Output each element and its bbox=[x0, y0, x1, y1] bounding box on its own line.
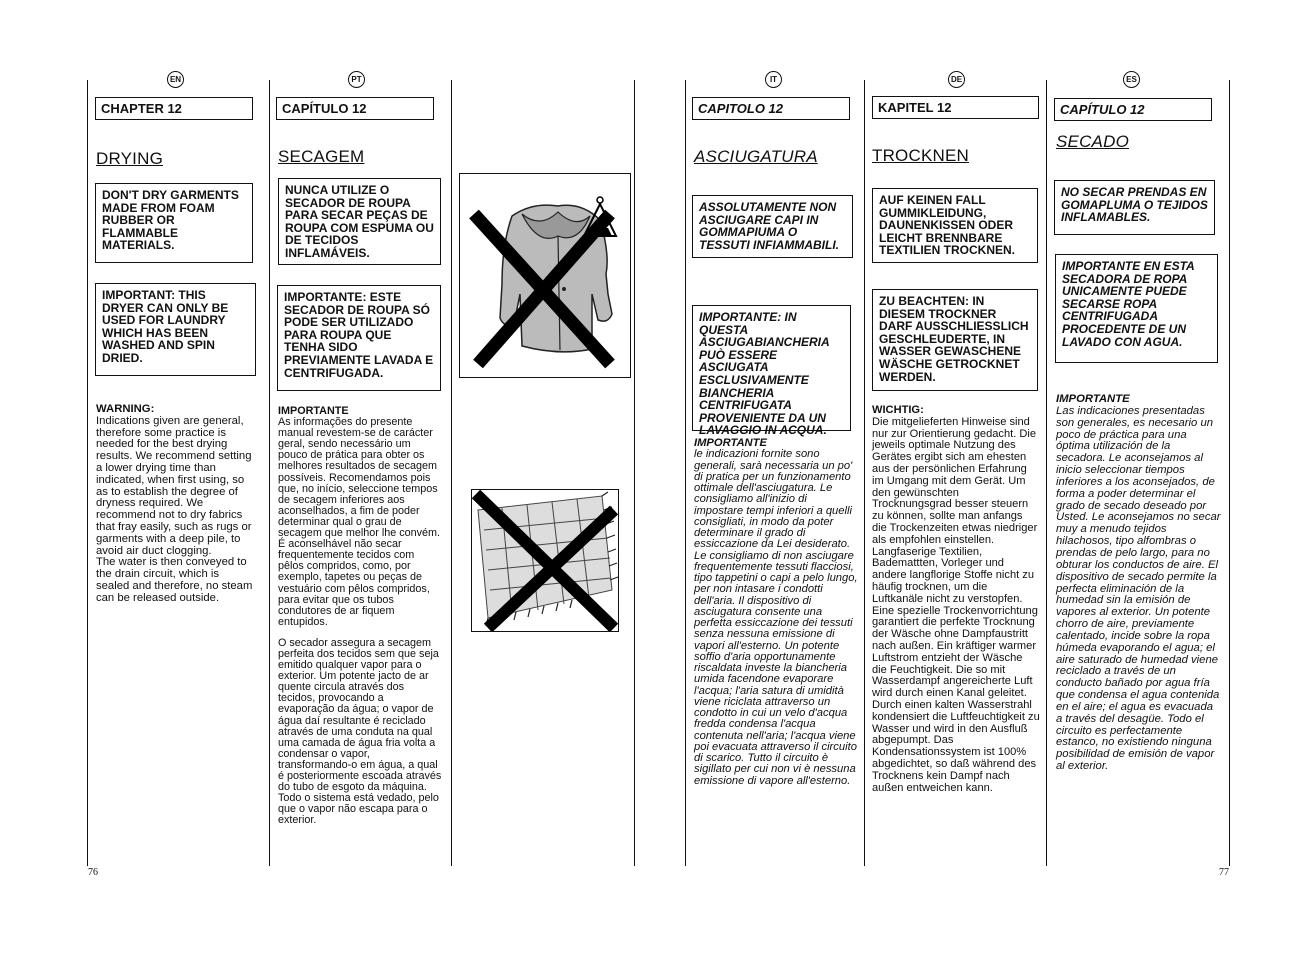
language-badge-de: DE bbox=[948, 71, 965, 88]
body-label-es: IMPORTANTE bbox=[1056, 393, 1130, 405]
chapter-heading-de: KAPITEL 12 bbox=[872, 96, 1039, 119]
body-paragraph-it: le indicazioni fornite sono generali, sarà necessaria un po' di pratica per un funzionamento ottimale dell'asciugatura. Le consigliamo all'inizio di impostare tempi inferiori a quelli consigliati, in modo da poter determinare il grado di essiccazione da Lei desiderato. Le consigliamo di non asciugare frequentemente tessuti flacciosi, tipo tappetini o capi a pelo lungo, per non intasare i condotti dell'aria. Il dispositivo di asciugatura consente una perfetta essiccazione dei tessuti senza nessuna emissione di vapori all'esterno. Un potente soffio d'aria opportunamente riscaldata investe la biancheria umida facendone evaporare l'acqua; l'aria satura di umidità viene riciclata attraverso un condotto in cui un velo d'acqua fredda condensa l'acqua contenuta nell'aria; l'acqua viene poi evacuata attraverso il circuito di scarico. Tutto il circuito è sigillato per cui non vi è nessuna emissione di vapore all'esterno. bbox=[694, 448, 858, 787]
chapter-heading-en: CHAPTER 12 bbox=[95, 97, 253, 120]
important-box-it: IMPORTANTE: IN QUESTA ASCIUGABIANCHERIA PUÒ ESSERE ASCIUGATA ESCLUSIVAMENTE BIANCHERIA CENTRIFUGATA PROVENIENTE DA UN LAVAGGIO IN ACQUA. bbox=[692, 305, 851, 431]
warning-box-de: AUF KEINEN FALL GUMMIKLEIDUNG, DAUNENKISSEN ODER LEICHT BRENNBARE TEXTILIEN TROCKNEN. bbox=[872, 188, 1038, 263]
warning-box-en: DON'T DRY GARMENTS MADE FROM FOAM RUBBER OR FLAMMABLE MATERIALS. bbox=[95, 183, 253, 263]
column-rule bbox=[1046, 80, 1047, 866]
section-title-es: SECADO bbox=[1056, 132, 1129, 151]
column-rule bbox=[269, 80, 270, 866]
important-box-es: IMPORTANTE EN ESTA SECADORA DE ROPA UNICAMENTE PUEDE SECARSE ROPA CENTRIFUGADA PROCEDENTE DE UN LAVADO CON AGUA. bbox=[1055, 254, 1218, 363]
body-text-pt bbox=[278, 406, 442, 826]
body-paragraph-es: Las indicaciones presentadas son generales, es necesario un poco de práctica para una óptima utilización de la secadora. Le aconsejamos al inicio seleccionar tiempos inferiores a los aconsejados, de forma a poder determinar el grado de secado deseado por Usted. Le aconsejamos no secar muy a menudo tejidos hilachosos, tipo alfombras o prendas de pelo largo, para no obturar los conductos de aire. El dispositivo de secado permite la perfecta eliminación de la humedad sin la emisión de vapores al exterior. Un potente chorro de aire, previamente calentado, incide sobre la ropa húmeda evaporando el agua; el aire saturado de humedad viene reciclado a través de un conducto bañado por agua fría que condensa el agua contenida en el aire; el agua es evacuada a través del desagüe. Todo el circuito es perfectamente estanco, no existiendo ninguna posibilidad de emisión de vapor al exterior. bbox=[1056, 404, 1221, 773]
column-rule bbox=[1229, 80, 1230, 866]
column-rule bbox=[451, 80, 452, 866]
warning-box-es: NO SECAR PRENDAS EN GOMAPLUMA O TEJIDOS INFLAMABLES. bbox=[1054, 180, 1215, 235]
important-box-pt: IMPORTANTE: ESTE SECADOR DE ROUPA SÓ PODE SER UTILIZADO PARA ROUPA QUE TENHA SIDO PREVIAMENTE LAVADA E CENTRIFUGADA. bbox=[277, 285, 441, 391]
body-label-de: WICHTIG: bbox=[872, 404, 924, 416]
language-badge-pt: PT bbox=[348, 71, 365, 88]
rug-illustration bbox=[471, 489, 619, 632]
section-title-de: TROCKNEN bbox=[872, 146, 969, 165]
body-text-de bbox=[872, 405, 1040, 794]
column-rule bbox=[87, 80, 88, 866]
body-paragraph-pt-2: O secador assegura a secagem perfeita dos tecidos sem que seja emitido qualquer vapor para o exterior. Um potente jacto de ar quente circula através dos tecidos, provocando a evaporação da água; o vapor de água daí resultante é reciclado através de uma conduta na qual uma camada de água fria volta a condensar o vapor, transformando-o em água, a qual é posteriormente escoada através do tubo de esgoto da máquina. Todo o sistema está vedado, pelo que o vapor não escapa para o exterior. bbox=[278, 636, 442, 827]
column-rule bbox=[685, 80, 686, 866]
language-badge-en: EN bbox=[167, 71, 184, 88]
body-paragraph-en: Indications given are general, therefore some practice is needed for the best drying results. We recommend setting a lower drying time than indicated, when first using, so as to establish the degree of dryness required. We recommend not to dry fabrics that fray easily, such as rugs or garments with a deep pile, to avoid air duct clogging. bbox=[96, 414, 252, 557]
chapter-heading-it: CAPITOLO 12 bbox=[692, 97, 850, 120]
body-label-en: WARNING: bbox=[96, 403, 155, 415]
column-rule bbox=[634, 80, 635, 866]
section-title-en: DRYING bbox=[96, 149, 164, 168]
body-text-it bbox=[694, 438, 858, 787]
important-box-en: IMPORTANT: THIS DRYER CAN ONLY BE USED FOR LAUNDRY WHICH HAS BEEN WASHED AND SPIN DRIED. bbox=[95, 283, 256, 376]
jacket-crossed-icon bbox=[460, 174, 630, 377]
language-badge-it: IT bbox=[765, 71, 782, 88]
section-title-pt: SECAGEM bbox=[278, 147, 365, 166]
warning-box-pt: NUNCA UTILIZE O SECADOR DE ROUPA PARA SECAR PEÇAS DE ROUPA COM ESPUMA OU DE TECIDOS INFLAMÁVEIS. bbox=[278, 178, 441, 265]
important-box-de: ZU BEACHTEN: IN DIESEM TROCKNER DARF AUSSCHLIESSLICH GESCHLEUDERTE, IN WASSER GEWASCHENE WÄSCHE GETROCKNET WERDEN. bbox=[872, 289, 1038, 391]
body-paragraph-pt: As informações do presente manual revestem-se de carácter geral, sendo necessário um pouco de prática para obter os melhores resultados de secagem possíveis. Recomendamos pois que, no início, seleccione tempos de secagem inferiores aos aconselhados, a fim de poder determinar qual o grau de secagem que melhor lhe convém. É aconselhável não secar frequentemente tecidos com pêlos compridos, como, por exemplo, tapetes ou peças de vestuário com pêlos compridos, para evitar que os tubos condutores de ar fiquem entupidos. bbox=[278, 416, 441, 628]
body-text-en bbox=[96, 404, 254, 605]
language-badge-es: ES bbox=[1123, 71, 1140, 88]
column-rule bbox=[864, 80, 865, 866]
page-number-left: 76 bbox=[88, 867, 98, 878]
rug-crossed-icon bbox=[472, 490, 618, 631]
body-label-it: IMPORTANTE bbox=[694, 437, 767, 449]
jacket-illustration bbox=[459, 173, 631, 378]
chapter-heading-es: CAPÍTULO 12 bbox=[1054, 98, 1212, 121]
body-text-es bbox=[1056, 394, 1222, 773]
body-paragraph-de: Die mitgelieferten Hinweise sind nur zur Orientierung gedacht. Die jeweils optimale Nutzung des Gerätes ergibt sich am ehesten aus der persönlichen Erfahrung im Umgang mit dem Gerät. Um den gewünschten Trocknungsgrad besser steuern zu können, sollte man anfangs die Trockenzeiten etwas niedriger als empfohlen einstellen. Langfaserige Textilien, Bademattten, Vorleger und andere langflorige Stoffe nicht zu häufig trocknen, um die Luftkanäle nicht zu verstopfen. Eine spezielle Trockenvorrichtung garantiert die perfekte Trocknung der Wäsche ohne Dampfaustritt nach außen. Ein kräftiger warmer Luftstrom entzieht der Wäsche die Feuchtigkeit. Die so mit Wasserdampf angereicherte Luft wird durch einen Kanal geleitet. Durch einen kalten Wasserstrahl kondensiert die Luftfeuchtigkeit zu Wasser und wird in den Ausfluß abgepumpt. Das Kondensationssystem ist 100% abgedichtet, so daß während des Trocknens kein Dampf nach außen entweichen kann. bbox=[872, 415, 1040, 794]
section-title-it: ASCIUGATURA bbox=[694, 147, 818, 166]
body-label-pt: IMPORTANTE bbox=[278, 405, 349, 417]
page-number-right: 77 bbox=[1219, 867, 1229, 878]
chapter-heading-pt: CAPÍTULO 12 bbox=[276, 97, 434, 120]
warning-box-it: ASSOLUTAMENTE NON ASCIUGARE CAPI IN GOMMAPIUMA O TESSUTI INFIAMMABILI. bbox=[692, 195, 853, 258]
body-paragraph-en-2: The water is then conveyed to the drain circuit, which is sealed and therefore, no steam can be released outside. bbox=[96, 556, 253, 604]
